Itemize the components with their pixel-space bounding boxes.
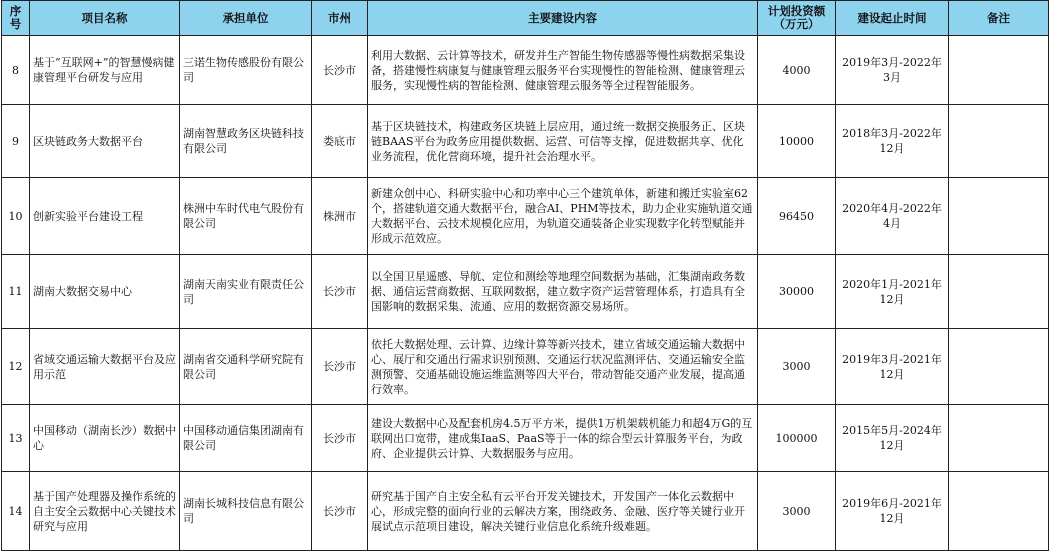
cell-period: 2018年3月-2022年12月 <box>836 105 949 178</box>
table-row <box>2 255 1049 329</box>
cell-period: 2019年3月-2021年12月 <box>836 329 949 405</box>
header-city: 市州 <box>312 1 368 36</box>
cell-unit: 湖南长城科技信息有限公司 <box>180 472 312 551</box>
project-table <box>1 0 1049 551</box>
cell-unit: 三诺生物传感股份有限公司 <box>180 36 312 105</box>
cell-city: 长沙市 <box>312 405 368 472</box>
cell-note <box>949 178 1049 255</box>
cell-unit: 株洲中车时代电气股份有限公司 <box>180 178 312 255</box>
cell-note <box>949 405 1049 472</box>
cell-project-name: 创新实验平台建设工程 <box>30 178 180 255</box>
cell-city: 娄底市 <box>312 105 368 178</box>
header-project-name: 项目名称 <box>30 1 180 36</box>
cell-investment: 10000 <box>758 105 836 178</box>
header-investment: 计划投资额（万元） <box>758 1 836 36</box>
cell-content: 新建众创中心、科研实验中心和功率中心三个建筑单体，新建和搬迁实验室62个，搭建轨道交通大数据平台，融合AI、PHM等技术，助力企业实施轨道交通大数据平台、云技术规模化应用，为轨道交通装备企业实现数字化转型赋能并形成示范效应。 <box>368 178 758 255</box>
header-note: 备注 <box>949 1 1049 36</box>
cell-content: 研究基于国产自主安全私有云平台开发关键技术，开发国产一体化云数据中心，形成完整的面向行业的云解决方案，围绕政务、金融、医疗等关键行业开展试点示范项目建设，解决关键行业信息化系统升级难题。 <box>368 472 758 551</box>
cell-unit: 湖南天南实业有限责任公司 <box>180 255 312 329</box>
cell-unit: 湖南省交通科学研究院有限公司 <box>180 329 312 405</box>
cell-investment: 30000 <box>758 255 836 329</box>
cell-period: 2015年5月-2024年12月 <box>836 405 949 472</box>
cell-investment: 96450 <box>758 178 836 255</box>
cell-period: 2019年3月-2022年3月 <box>836 36 949 105</box>
cell-note <box>949 472 1049 551</box>
header-no: 序号 <box>2 1 30 36</box>
cell-investment: 3000 <box>758 472 836 551</box>
cell-no: 8 <box>2 36 30 105</box>
table-row <box>2 105 1049 178</box>
cell-city: 长沙市 <box>312 255 368 329</box>
table-row <box>2 405 1049 472</box>
cell-content: 以全国卫星遥感、导航、定位和测绘等地理空间数据为基础，汇集湖南政务数据、通信运营商数据、互联网数据，建立数字资产运营管理体系，打造具有全国影响的数据采集、流通、应用的数据资源交易场所。 <box>368 255 758 329</box>
cell-content: 利用大数据、云计算等技术，研发并生产智能生物传感器等慢性病数据采集设备，搭建慢性病康复与健康管理云服务平台实现慢性的智能检测、健康管理云服务，实现慢性病的智能检测、健康管理云服务等全过程智能服务。 <box>368 36 758 105</box>
cell-city: 长沙市 <box>312 36 368 105</box>
cell-project-name: 基于“互联网+”的智慧慢病健康管理平台研发与应用 <box>30 36 180 105</box>
cell-investment: 100000 <box>758 405 836 472</box>
cell-project-name: 基于国产处理器及操作系统的自主安全云数据中心关键技术研究与应用 <box>30 472 180 551</box>
cell-project-name: 湖南大数据交易中心 <box>30 255 180 329</box>
table-row <box>2 178 1049 255</box>
table-row <box>2 36 1049 105</box>
cell-no: 12 <box>2 329 30 405</box>
cell-content: 依托大数据处理、云计算、边缘计算等新兴技术，建立省域交通运输大数据中心、展厅和交通出行需求识别预测、交通运行状况监测评估、交通运输安全监测预警、交通基础设施运维监测等四大平台，带动智能交通产业发展，提高通行效率。 <box>368 329 758 405</box>
cell-no: 13 <box>2 405 30 472</box>
cell-no: 11 <box>2 255 30 329</box>
header-period: 建设起止时间 <box>836 1 949 36</box>
cell-period: 2020年4月-2022年4月 <box>836 178 949 255</box>
cell-content: 基于区块链技术，构建政务区块链上层应用，通过统一数据交换服务正、区块链BAAS平台为政务应用提供数据、运营、可信等支撑，促进数据共享、优化业务流程，优化营商环境，提升社会治理水平。 <box>368 105 758 178</box>
cell-investment: 4000 <box>758 36 836 105</box>
cell-no: 14 <box>2 472 30 551</box>
header-content: 主要建设内容 <box>368 1 758 36</box>
cell-city: 长沙市 <box>312 329 368 405</box>
cell-note <box>949 36 1049 105</box>
table-row <box>2 472 1049 551</box>
cell-note <box>949 255 1049 329</box>
cell-investment: 3000 <box>758 329 836 405</box>
cell-city: 长沙市 <box>312 472 368 551</box>
cell-project-name: 区块链政务大数据平台 <box>30 105 180 178</box>
cell-no: 9 <box>2 105 30 178</box>
cell-unit: 中国移动通信集团湖南有限公司 <box>180 405 312 472</box>
cell-project-name: 省域交通运输大数据平台及应用示范 <box>30 329 180 405</box>
table-header-row <box>2 1 1049 36</box>
cell-project-name: 中国移动（湖南长沙）数据中心 <box>30 405 180 472</box>
header-unit: 承担单位 <box>180 1 312 36</box>
cell-content: 建设大数据中心及配套机房4.5万平方米，提供1万机架载机能力和超4万G的互联网出口宽带，建成集IaaS、PaaS等于一体的综合型云计算服务平台，为政府、企业提供云计算、大数据服务与应用。 <box>368 405 758 472</box>
cell-note <box>949 105 1049 178</box>
cell-period: 2020年1月-2021年12月 <box>836 255 949 329</box>
table-row <box>2 329 1049 405</box>
cell-unit: 湖南智慧政务区块链科技有限公司 <box>180 105 312 178</box>
cell-city: 株洲市 <box>312 178 368 255</box>
cell-note <box>949 329 1049 405</box>
cell-period: 2019年6月-2021年12月 <box>836 472 949 551</box>
cell-no: 10 <box>2 178 30 255</box>
